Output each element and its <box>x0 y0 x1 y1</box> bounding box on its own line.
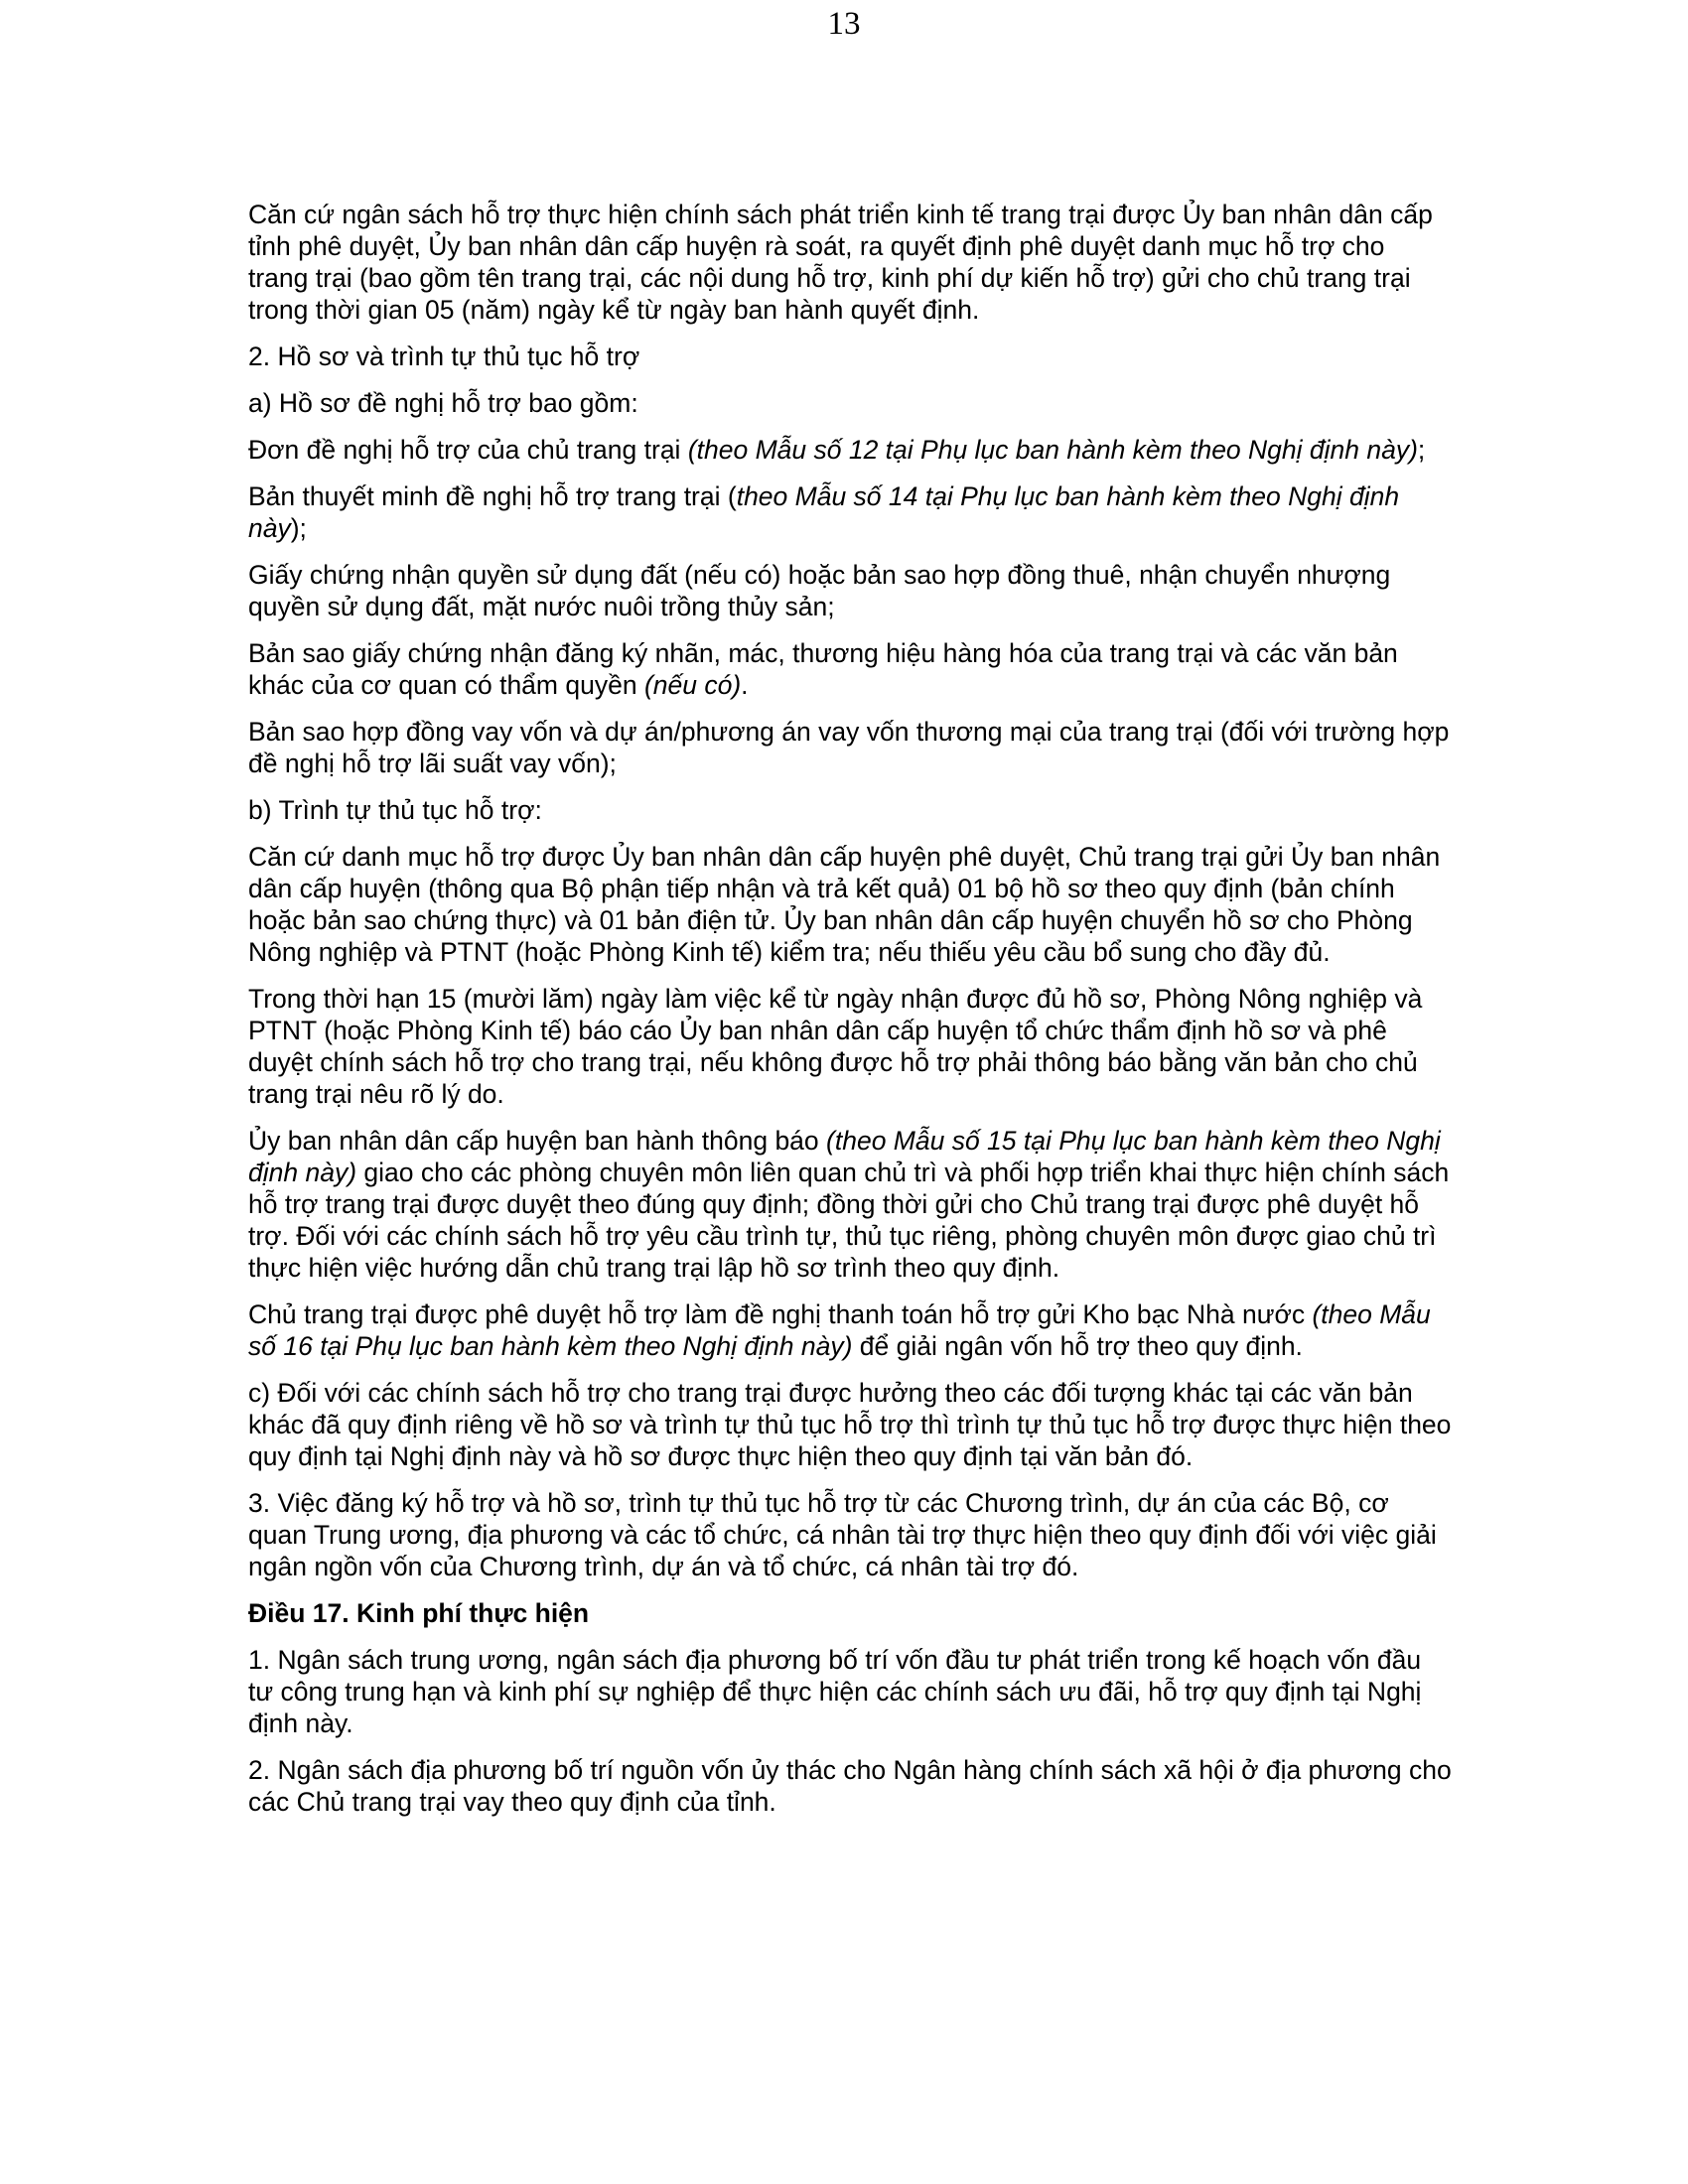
paragraph-submission: Căn cứ danh mục hỗ trợ được Ủy ban nhân dân cấp huyện phê duyệt, Chủ trang trại gửi Ủy ban nhân dân cấp huyện (thông qua Bộ phận tiếp nhận và trả kết quả) 01 bộ hồ sơ theo quy định (bản chính hoặc bản sao chứng thực) và 01 bản điện tử. Ủy ban nhân dân cấp huyện chuyển hồ sơ cho Phòng Nông nghiệp và PTNT (hoặc Phòng Kinh tế) kiểm tra; nếu thiếu yêu cầu bổ sung cho đầy đủ. <box>248 842 1441 967</box>
paragraph-explanation <box>248 480 1452 544</box>
paragraph-payment-request <box>248 1298 1452 1362</box>
document-body <box>248 199 1452 1833</box>
italic-reference: (theo Mẫu số 16 tại Phụ lục ban hành kèm theo Nghị định này) <box>248 1299 1431 1361</box>
paragraph-dossier-intro: a) Hồ sơ đề nghị hỗ trợ bao gồm: <box>248 388 638 418</box>
paragraph-section-2-title: 2. Hồ sơ và trình tự thủ tục hỗ trợ <box>248 341 640 371</box>
page-number: 13 <box>827 6 861 42</box>
paragraph-land-certificate: Giấy chứng nhận quyền sử dụng đất (nếu có) hoặc bản sao hợp đồng thuê, nhận chuyển nhượng quyền sử dụng đất, mặt nước nuôi trồng thủy sản; <box>248 560 1391 621</box>
text-run: Chủ trang trại được phê duyệt hỗ trợ làm đề nghị thanh toán hỗ trợ gửi Kho bạc Nhà nước <box>248 1299 1313 1329</box>
paragraph-trademark-copy <box>248 637 1452 701</box>
text-run: để giải ngân vốn hỗ trợ theo quy định. <box>852 1331 1303 1361</box>
text-run: Đơn đề nghị hỗ trợ của chủ trang trại <box>248 435 688 465</box>
paragraph-application-form <box>248 434 1452 466</box>
paragraph-central-budget: 1. Ngân sách trung ương, ngân sách địa phương bố trí vốn đầu tư phát triển trong kế hoạch vốn đầu tư công trung hạn và kinh phí sự nghiệp để thực hiện các chính sách ưu đãi, hỗ trợ quy định tại Nghị định này. <box>248 1645 1422 1738</box>
paragraph-budget-basis: Căn cứ ngân sách hỗ trợ thực hiện chính sách phát triển kinh tế trang trại được Ủy ban nhân dân cấp tỉnh phê duyệt, Ủy ban nhân dân cấp huyện rà soát, ra quyết định phê duyệt danh mục hỗ trợ cho trang trại (bao gồm tên trang trại, các nội dung hỗ trợ, kinh phí dự kiến hỗ trợ) gửi cho chủ trang trại trong thời gian 05 (năm) ngày kể từ ngày ban hành quyết định. <box>248 200 1433 325</box>
text-run: Bản thuyết minh đề nghị hỗ trợ trang trại ( <box>248 481 737 511</box>
text-run: Bản sao giấy chứng nhận đăng ký nhãn, mác, thương hiệu hàng hóa của trang trại và các văn bản khác của cơ quan có thẩm quyền <box>248 638 1398 700</box>
text-run: ; <box>1417 435 1426 465</box>
italic-reference: (theo Mẫu số 15 tại Phụ lục ban hành kèm theo Nghị định này) <box>248 1126 1441 1187</box>
italic-reference: (nếu có) <box>643 670 742 700</box>
paragraph-review-period: Trong thời hạn 15 (mười lăm) ngày làm việc kể từ ngày nhận được đủ hồ sơ, Phòng Nông nghiệp và PTNT (hoặc Phòng Kinh tế) báo cáo Ủy ban nhân dân cấp huyện tổ chức thẩm định hồ sơ và phê duyệt chính sách hỗ trợ cho trang trại, nếu không được hỗ trợ phải thông báo bằng văn bản cho chủ trang trại nêu rõ lý do. <box>248 984 1423 1109</box>
paragraph-procedure-intro: b) Trình tự thủ tục hỗ trợ: <box>248 795 542 825</box>
text-run: . <box>741 670 749 700</box>
italic-reference: (theo Mẫu số 12 tại Phụ lục ban hành kèm theo Nghị định này) <box>687 435 1418 465</box>
article-17-heading: Điều 17. Kinh phí thực hiện <box>248 1598 590 1628</box>
paragraph-other-policies: c) Đối với các chính sách hỗ trợ cho trang trại được hưởng theo các đối tượng khác tại các văn bản khác đã quy định riêng về hồ sơ và trình tự thủ tục hỗ trợ thì trình tự thủ tục hỗ trợ được thực hiện theo quy định tại Nghị định này và hồ sơ được thực hiện theo quy định tại văn bản đó. <box>248 1378 1452 1471</box>
text-run: Ủy ban nhân dân cấp huyện ban hành thông báo <box>248 1126 827 1156</box>
text-run: giao cho các phòng chuyên môn liên quan chủ trì và phối hợp triển khai thực hiện chính sách hỗ trợ trang trại được duyệt theo đúng quy định; đồng thời gửi cho Chủ trang trại được phê duyệt hỗ trợ. Đối với các chính sách hỗ trợ yêu cầu trình tự, thủ tục riêng, phòng chuyên môn được giao chủ trì thực hiện việc hướng dẫn chủ trang trại lập hồ sơ trình theo quy định. <box>248 1158 1450 1283</box>
paragraph-section-3: 3. Việc đăng ký hỗ trợ và hồ sơ, trình tự thủ tục hỗ trợ từ các Chương trình, dự án của các Bộ, cơ quan Trung ương, địa phương và các tổ chức, cá nhân tài trợ thực hiện theo quy định đối với việc giải ngân ngồn vốn của Chương trình, dự án và tổ chức, cá nhân tài trợ đó. <box>248 1488 1437 1581</box>
paragraph-local-budget: 2. Ngân sách địa phương bố trí nguồn vốn ủy thác cho Ngân hàng chính sách xã hội ở địa phương cho các Chủ trang trại vay theo quy định của tỉnh. <box>248 1755 1452 1817</box>
text-run: ); <box>290 513 307 543</box>
paragraph-notice <box>248 1125 1452 1284</box>
italic-reference: theo Mẫu số 14 tại Phụ lục ban hành kèm theo Nghị định này <box>248 481 1400 543</box>
paragraph-loan-contract: Bản sao hợp đồng vay vốn và dự án/phương án vay vốn thương mại của trang trại (đối với trường hợp đề nghị hỗ trợ lãi suất vay vốn); <box>248 717 1450 778</box>
